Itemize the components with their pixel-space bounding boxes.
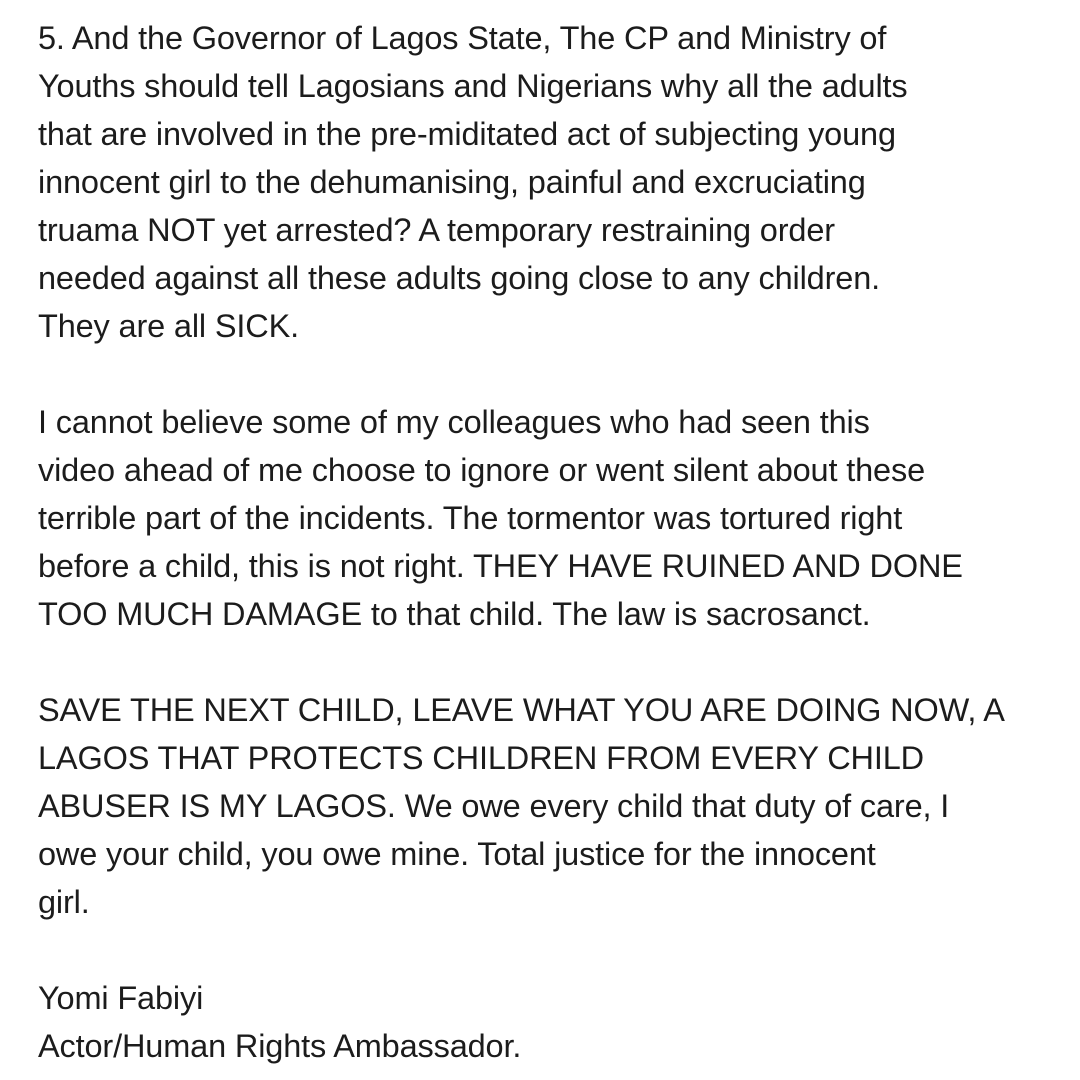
text-line: SAVE THE NEXT CHILD, LEAVE WHAT YOU ARE DOING NOW, A [38,692,1005,728]
paragraph-colleagues [38,398,1058,638]
signature-title: Actor/Human Rights Ambassador. [38,1028,522,1064]
text-line: TOO MUCH DAMAGE to that child. The law is sacrosanct. [38,596,871,632]
text-line: I cannot believe some of my colleagues who had seen this [38,404,870,440]
text-line: truama NOT yet arrested? A temporary restraining order [38,212,835,248]
text-line: that are involved in the pre-miditated act of subjecting young [38,116,896,152]
signature-block [38,974,521,1070]
post-body [38,14,1058,926]
text-line: owe your child, you owe mine. Total justice for the innocent [38,836,876,872]
text-line: terrible part of the incidents. The tormentor was tortured right [38,500,903,536]
text-line: ABUSER IS MY LAGOS. We owe every child that duty of care, I [38,788,950,824]
text-line: before a child, this is not right. THEY HAVE RUINED AND DONE [38,548,963,584]
text-line: They are all SICK. [38,308,300,344]
text-line: needed against all these adults going close to any children. [38,260,880,296]
text-line: video ahead of me choose to ignore or went silent about these [38,452,925,488]
text-line: Youths should tell Lagosians and Nigerians why all the adults [38,68,908,104]
text-line: 5. And the Governor of Lagos State, The CP and Ministry of [38,20,887,56]
paragraph-governor-question [38,14,1058,350]
text-line: innocent girl to the dehumanising, painful and excruciating [38,164,866,200]
signature-name: Yomi Fabiyi [38,980,204,1016]
text-line: LAGOS THAT PROTECTS CHILDREN FROM EVERY CHILD [38,740,924,776]
paragraph-save-the-child [38,686,1058,926]
text-line: girl. [38,884,90,920]
